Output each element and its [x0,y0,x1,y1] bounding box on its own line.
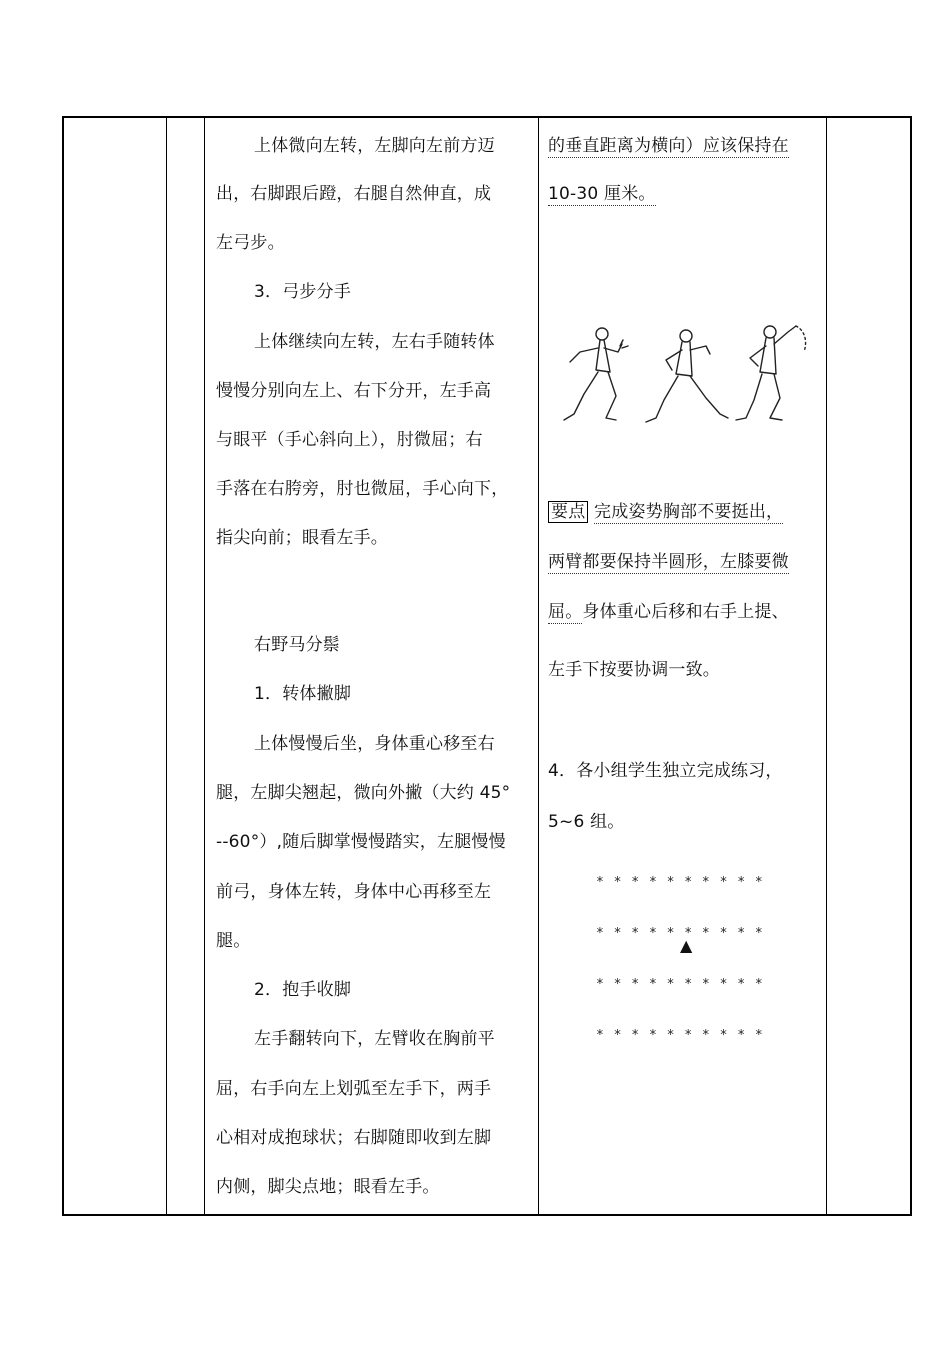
text-line: 与眼平（手心斜向上），肘微屈；右 [216,430,483,450]
formation-row: * * * * * * * * * * [596,1028,764,1043]
tai-chi-figures-illustration [560,322,816,432]
subheading: 3．弓步分手 [254,282,352,302]
text-line: 前弓，身体左转，身体中心再移至左 [216,882,492,902]
text-line: 指尖向前；眼看左手。 [216,528,388,548]
formation-row: * * * * * * * * * * [596,977,764,992]
text-line: 腿。 [216,931,251,951]
key-points-line: 左手下按要协调一致。 [548,660,720,680]
formation-row: * * * * * * * * * * [596,926,764,941]
text-line: 腿，左脚尖翘起，微向外撇（大约 45° [216,783,511,803]
text-line: 出，右脚跟后蹬，右腿自然伸直，成 [216,184,492,204]
text-line: 上体慢慢后坐，身体重心移至右 [254,734,495,754]
text-line: 心相对成抱球状；右脚随即收到左脚 [216,1128,492,1148]
formation-diagram [596,840,764,1078]
column-divider [166,118,167,1214]
key-points-line: 要点 完成姿势胸部不要挺出， [548,500,828,524]
note-line: 10-30 厘米。 [548,184,656,204]
column-divider [204,118,205,1214]
text-line: 上体微向左转，左脚向左前方迈 [254,136,495,156]
text-line: --60°）,随后脚掌慢慢踏实，左腿慢慢 [216,832,506,852]
text-line: 左弓步。 [216,233,285,253]
method-column [206,118,538,1214]
lesson-table [62,116,912,1216]
key-points-label: 要点 [548,501,588,523]
text-line: 屈，右手向左上划弧至左手下，两手 [216,1079,492,1099]
text-line: 手落在右胯旁，肘也微屈，手心向下， [216,479,509,499]
column-divider [538,118,539,1214]
subheading: 2．抱手收脚 [254,980,352,1000]
text-line: 慢慢分别向左上、右下分开，左手高 [216,381,492,401]
key-points-line: 屈。身体重心后移和右手上提、 [548,602,789,622]
text-line: 内侧，脚尖点地；眼看左手。 [216,1177,440,1197]
section-heading: 右野马分鬃 [254,635,340,655]
practice-line: 5~6 组。 [548,812,625,832]
note-line: 的垂直距离为横向）应该保持在 [548,136,789,156]
practice-line: 4．各小组学生独立完成练习， [548,761,783,781]
key-points-line: 两臂都要保持半圆形，左膝要微 [548,552,789,572]
subheading: 1．转体撇脚 [254,684,352,704]
text-line: 左手翻转向下，左臂收在胸前平 [254,1029,495,1049]
teacher-position-icon: ▲ [680,936,693,955]
text-line: 上体继续向左转，左右手随转体 [254,332,495,352]
formation-row: * * * * * * * * * * [596,875,764,890]
notes-column [540,118,828,1214]
